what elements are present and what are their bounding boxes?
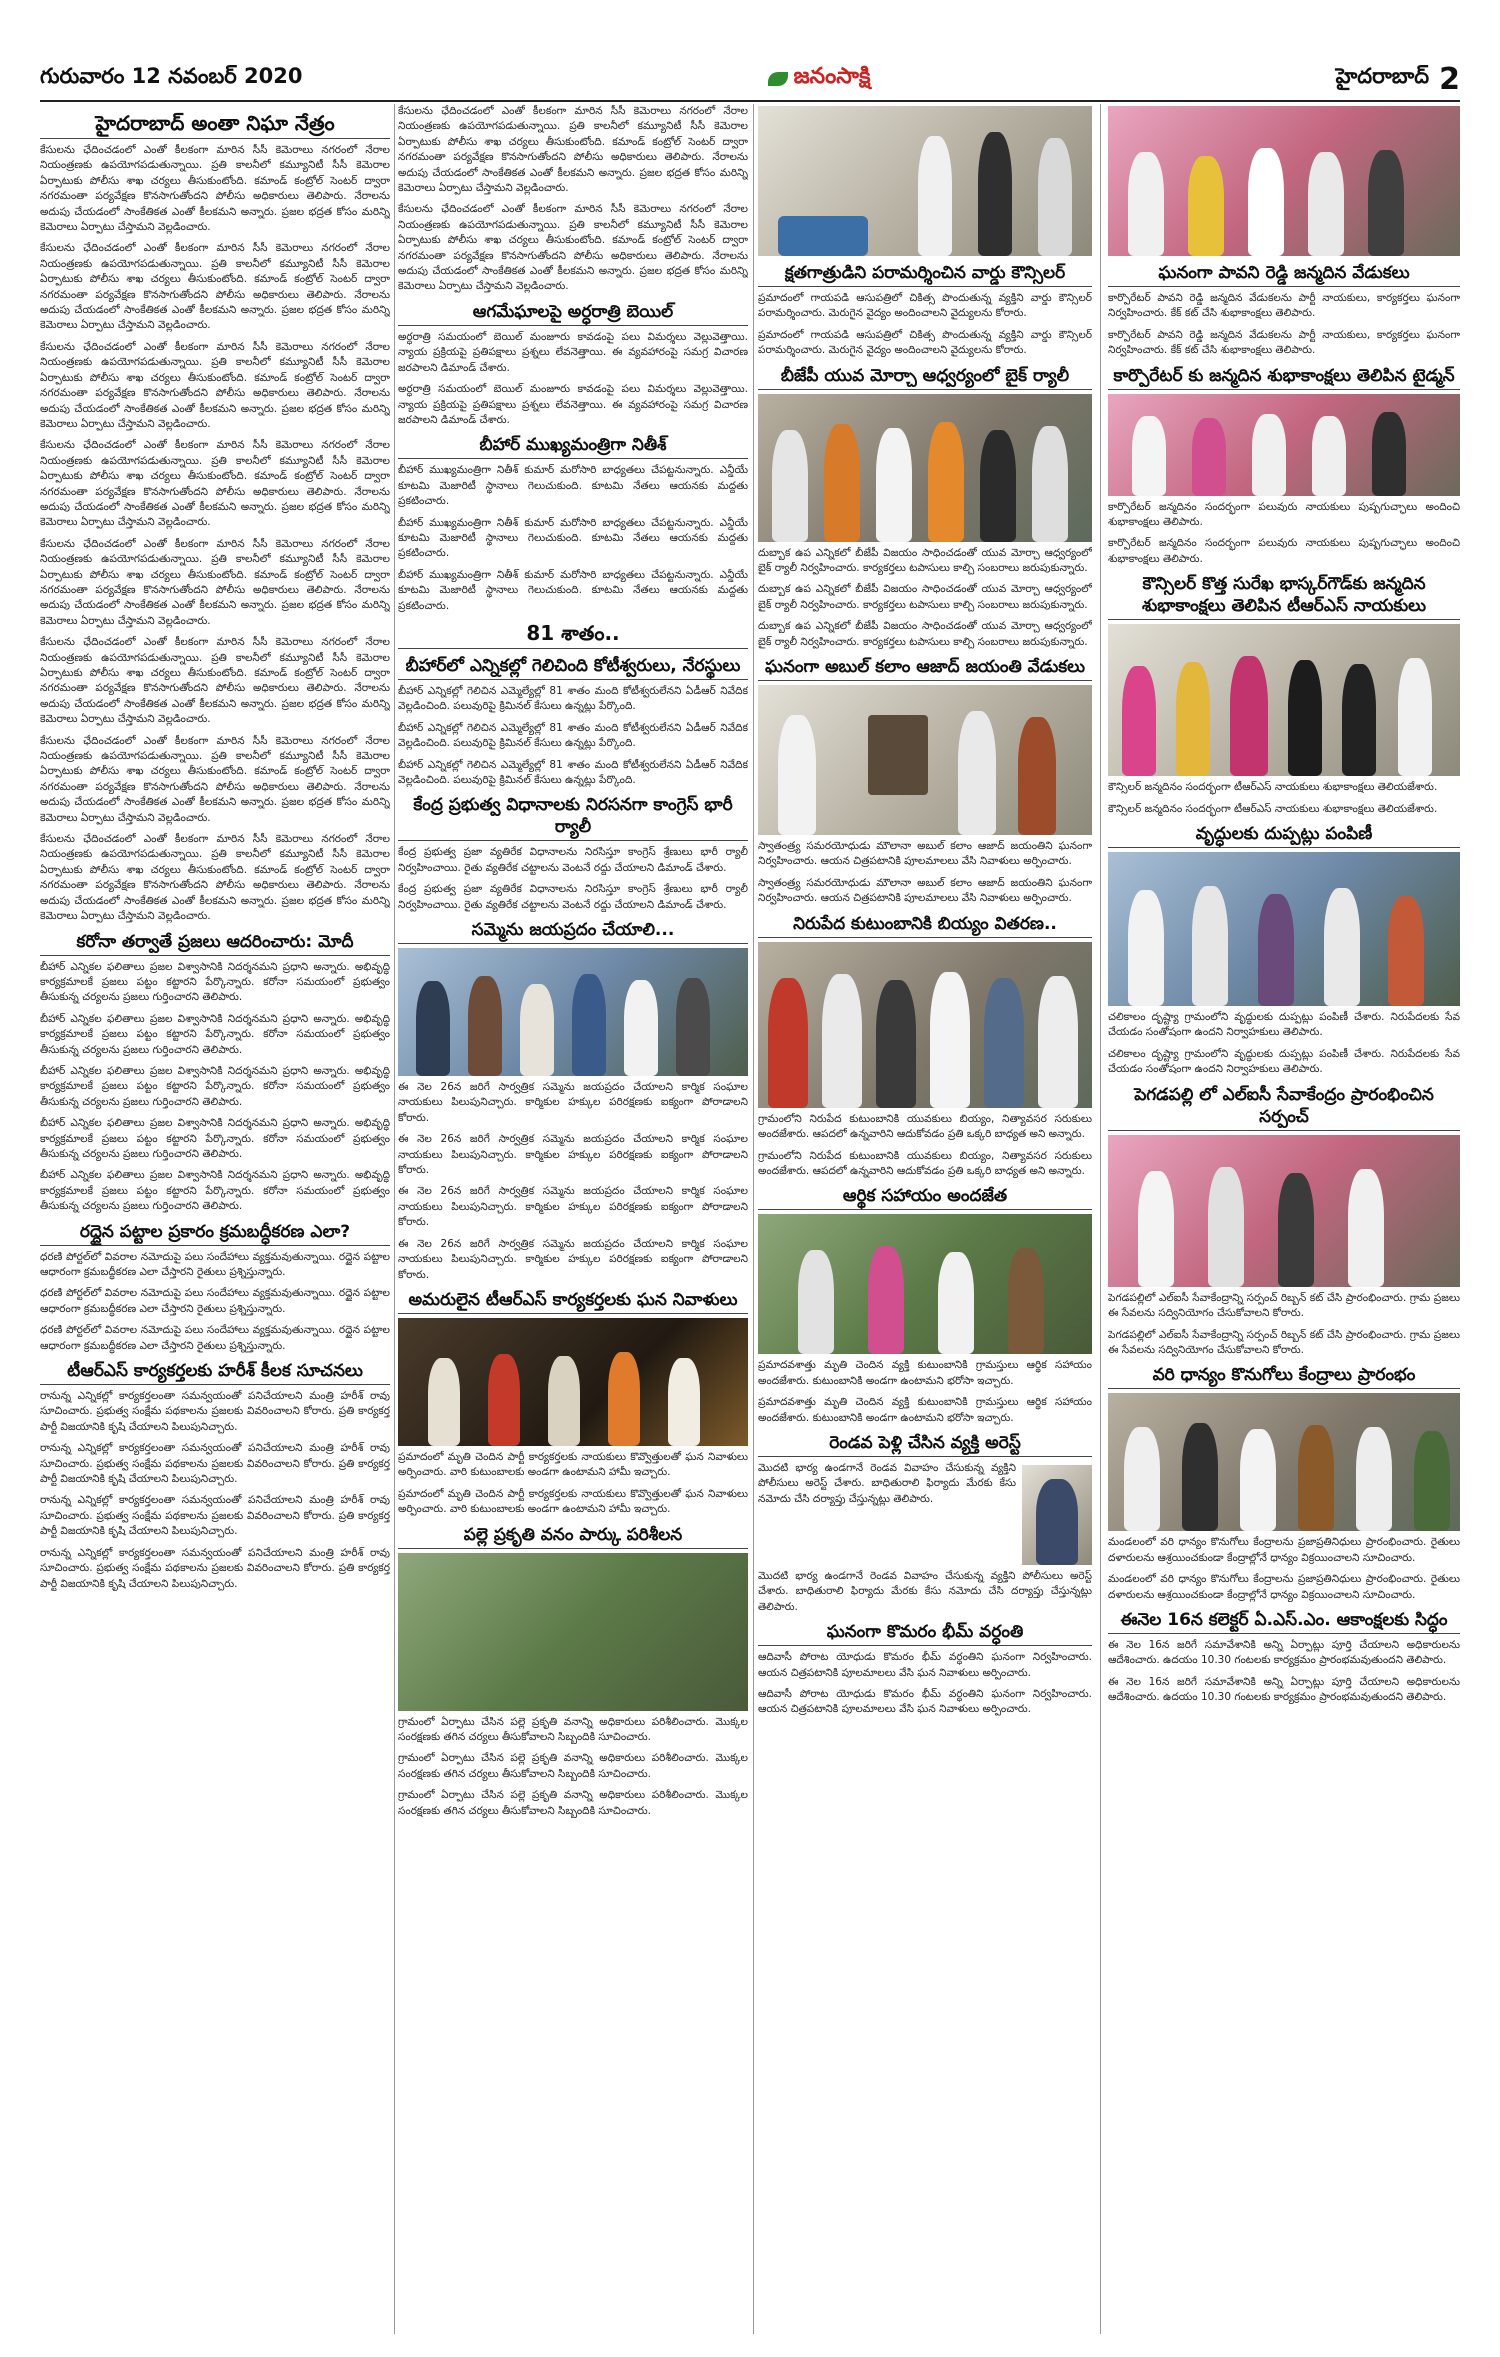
article-body: ప్రమాదంలో గాయపడి ఆసుపత్రిలో చికిత్స పొందుతున్న వ్యక్తిని వార్డు కౌన్సిలర్ పరామర్శించారు. మెరుగైన వైద్యం అందించాలని వైద్యులను కోరారు.	[758, 292, 1092, 320]
photo-figure	[608, 1352, 640, 1446]
article-headline: నిరుపేద కుటుంబానికి బియ్యం వితరణ..	[758, 913, 1092, 938]
paper-name: జనంసాక్షి	[793, 64, 871, 89]
photo-figure	[1032, 426, 1068, 542]
photo-figure	[772, 430, 808, 542]
article-headline: సమ్మెను జయప్రదం చేయాలి...	[398, 919, 748, 944]
article-body: కేసులను ఛేదించడంలో ఎంతో కీలకంగా మారిన సీసీ కెమెరాలు నగరంలో నేరాల నియంత్రణకు ఉపయోగపడుతున్నాయి. ప్రతి కాలనీలో కమ్యూనిటీ సీసీ కెమెరాల ఏర్పాటుకు పోలీసు శాఖ చర్యలు తీసుకుంటోంది. కమాండ్ కంట్రోల్ సెంటర్ ద్వారా నగరమంతా పర్యవేక్షణ కొనసాగుతోందని పోలీసు అధికారులు తెలిపారు. నేరాలను అదుపు చేయడంలో సాంకేతికత ఎంతో కీలకమని అన్నారు. ప్రజల భద్రత కోసం మరిన్ని కెమెరాలు ఏర్పాటు చేస్తామని వెల్లడించారు.	[40, 833, 390, 923]
news-photo	[1108, 624, 1460, 776]
article-headline: బీజేపీ యువ మోర్చా ఆధ్వర్యంలో బైక్ ర్యాలీ	[758, 365, 1092, 390]
news-photo	[758, 106, 1092, 256]
article-headline: ఘనంగా అబుల్ కలాం ఆజాద్ జయంతి వేడుకలు	[758, 656, 1092, 681]
photo-figure	[868, 715, 928, 795]
photo-figure	[1258, 894, 1294, 1006]
article-body: కేసులను ఛేదించడంలో ఎంతో కీలకంగా మారిన సీసీ కెమెరాలు నగరంలో నేరాల నియంత్రణకు ఉపయోగపడుతున్నాయి. ప్రతి కాలనీలో కమ్యూనిటీ సీసీ కెమెరాల ఏర్పాటుకు పోలీసు శాఖ చర్యలు తీసుకుంటోంది. కమాండ్ కంట్రోల్ సెంటర్ ద్వారా నగరమంతా పర్యవేక్షణ కొనసాగుతోందని పోలీసు అధికారులు తెలిపారు. నేరాలను అదుపు చేయడంలో సాంకేతికత ఎంతో కీలకమని అన్నారు. ప్రజల భద్రత కోసం మరిన్ని కెమెరాలు ఏర్పాటు చేస్తామని వెల్లడించారు.	[40, 242, 390, 332]
article-headline: 81 శాతం..	[398, 620, 748, 649]
news-photo	[758, 685, 1092, 835]
edition-city: హైదరాబాద్	[1335, 64, 1430, 88]
article-headline: బీహార్ ముఖ్యమంత్రిగా నితీశ్	[398, 434, 748, 459]
article-body: మండలంలో వరి ధాన్యం కొనుగోలు కేంద్రాలను ప్రజాప్రతినిధులు ప్రారంభించారు. రైతులు దళారులను ఆశ్రయించకుండా కేంద్రాల్లోనే ధాన్యం విక్రయించాలని సూచించారు.	[1108, 1573, 1460, 1601]
article-body: కేసులను ఛేదించడంలో ఎంతో కీలకంగా మారిన సీసీ కెమెరాలు నగరంలో నేరాల నియంత్రణకు ఉపయోగపడుతున్నాయి. ప్రతి కాలనీలో కమ్యూనిటీ సీసీ కెమెరాల ఏర్పాటుకు పోలీసు శాఖ చర్యలు తీసుకుంటోంది. కమాండ్ కంట్రోల్ సెంటర్ ద్వారా నగరమంతా పర్యవేక్షణ కొనసాగుతోందని పోలీసు అధికారులు తెలిపారు. నేరాలను అదుపు చేయడంలో సాంకేతికత ఎంతో కీలకమని అన్నారు. ప్రజల భద్రత కోసం మరిన్ని కెమెరాలు ఏర్పాటు చేస్తామని వెల్లడించారు.	[40, 636, 390, 726]
article-body: కార్పొరేటర్ జన్మదినం సందర్భంగా పలువురు నాయకులు పుష్పగుచ్ఛాలు అందించి శుభాకాంక్షలు తెలిపారు.	[1108, 537, 1460, 565]
photo-figure	[876, 428, 912, 542]
article-headline: ఆర్థిక సహాయం అందజేత	[758, 1185, 1092, 1210]
photo-figure	[778, 715, 816, 835]
photo-figure	[488, 1354, 520, 1446]
photo-figure	[1342, 664, 1376, 776]
photo-figure	[824, 424, 860, 542]
photo-figure	[1298, 1425, 1334, 1531]
article-body: ప్రమాదవశాత్తు మృతి చెందిన వ్యక్తి కుటుంబానికి గ్రామస్తులు ఆర్థిక సహాయం అందజేశారు. కుటుంబానికి అండగా ఉంటామని భరోసా ఇచ్చారు.	[758, 1396, 1092, 1424]
photo-figure	[958, 711, 996, 835]
news-photo	[398, 1318, 748, 1446]
photo-figure	[1038, 138, 1072, 256]
photo-figure	[868, 1246, 904, 1354]
photo-figure	[928, 422, 964, 542]
column-1	[40, 104, 390, 2334]
article-body: ప్రమాదంలో మృతి చెందిన పార్టీ కార్యకర్తలకు నాయకులు కొవ్వొత్తులతో ఘన నివాళులు అర్పించారు. వారి కుటుంబాలకు అండగా ఉంటామని హామీ ఇచ్చారు.	[398, 1450, 748, 1479]
photo-figure	[1252, 414, 1286, 496]
news-photo	[1108, 1135, 1460, 1287]
article-body: కార్పొరేటర్ పావని రెడ్డి జన్మదిన వేడుకలను పార్టీ నాయకులు, కార్యకర్తలు ఘనంగా నిర్వహించారు. కేక్ కట్ చేసి శుభాకాంక్షలు తెలిపారు.	[1108, 292, 1460, 320]
photo-figure	[1132, 416, 1166, 496]
photo-figure	[1124, 1427, 1160, 1531]
article-headline: పల్లె ప్రకృతి వనం పార్కు పరిశీలన	[398, 1524, 748, 1549]
article-body: గ్రామంలో ఏర్పాటు చేసిన పల్లె ప్రకృతి వనాన్ని అధికారులు పరిశీలించారు. మొక్కల సంరక్షణకు తగిన చర్యలు తీసుకోవాలని సిబ్బందికి సూచించారు.	[398, 1715, 748, 1743]
article-body: బీహార్ ఎన్నికల ఫలితాలు ప్రజల విశ్వాసానికి నిదర్శనమని ప్రధాని అన్నారు. అభివృద్ధి కార్యక్రమాలకే ప్రజలు పట్టం కట్టారని పేర్కొన్నారు. కరోనా సమయంలో ప్రభుత్వం తీసుకున్న చర్యలను ప్రజలు గుర్తించారని తెలిపారు.	[40, 1117, 390, 1160]
news-photo	[1108, 1393, 1460, 1531]
article-body: కేసులను ఛేదించడంలో ఎంతో కీలకంగా మారిన సీసీ కెమెరాలు నగరంలో నేరాల నియంత్రణకు ఉపయోగపడుతున్నాయి. ప్రతి కాలనీలో కమ్యూనిటీ సీసీ కెమెరాల ఏర్పాటుకు పోలీసు శాఖ చర్యలు తీసుకుంటోంది. కమాండ్ కంట్రోల్ సెంటర్ ద్వారా నగరమంతా పర్యవేక్షణ కొనసాగుతోందని పోలీసు అధికారులు తెలిపారు. నేరాలను అదుపు చేయడంలో సాంకేతికత ఎంతో కీలకమని అన్నారు. ప్రజల భద్రత కోసం మరిన్ని కెమెరాలు ఏర్పాటు చేస్తామని వెల్లడించారు.	[40, 340, 390, 430]
article-body: అర్ధరాత్రి సమయంలో బెయిల్ మంజూరు కావడంపై పలు విమర్శలు వెల్లువెత్తాయి. న్యాయ ప్రక్రియపై ప్రతిపక్షాలు ప్రశ్నలు లేవనెత్తాయి. ఈ వ్యవహారంపై సమగ్ర విచారణ జరపాలని డిమాండ్ చేశారు.	[398, 330, 748, 374]
article-headline: కేంద్ర ప్రభుత్వ విధానాలకు నిరసనగా కాంగ్రెస్ భారీ ర్యాలీ	[398, 794, 748, 841]
article-headline: కరోనా తర్వాతే ప్రజలు ఆదరించారు: మోదీ	[40, 931, 390, 956]
photo-figure	[1348, 1169, 1384, 1287]
photo-figure	[1008, 1248, 1044, 1354]
article-headline: కార్పొరేటర్ కు జన్మదిన శుభాకాంక్షలు తెలిపిన టైడ్మన్	[1108, 365, 1460, 390]
article-body: గ్రామంలోని నిరుపేద కుటుంబానికి యువకులు బియ్యం, నిత్యావసర సరుకులు అందజేశారు. ఆపదలో ఉన్నవారిని ఆదుకోవడం ప్రతి ఒక్కరి బాధ్యత అని అన్నారు.	[758, 1112, 1092, 1141]
news-photo	[1108, 852, 1460, 1006]
article-body: రానున్న ఎన్నికల్లో కార్యకర్తలంతా సమన్వయంతో పనిచేయాలని మంత్రి హరీశ్ రావు సూచించారు. ప్రభుత్వ సంక్షేమ పథకాలను ప్రజలకు వివరించాలని కోరారు. ప్రతి కార్యకర్త పార్టీ విజయానికి కృషి చేయాలని పిలుపునిచ్చారు.	[40, 1390, 390, 1433]
photo-figure	[1398, 658, 1432, 776]
article-body: పెగడపల్లిలో ఎల్ఐసీ సేవాకేంద్రాన్ని సర్పంచ్ రిబ్బన్ కట్ చేసి ప్రారంభించారు. గ్రామ ప్రజలు ఈ సేవలను సద్వినియోగం చేసుకోవాలని కోరారు.	[1108, 1328, 1460, 1356]
article-body: ఈ నెల 26న జరిగే సార్వత్రిక సమ్మెను జయప్రదం చేయాలని కార్మిక సంఘాల నాయకులు పిలుపునిచ్చారు. కార్మికుల హక్కుల పరిరక్షణకు ఐక్యంగా పోరాడాలని కోరారు.	[398, 1237, 748, 1281]
article-headline: ఘనంగా పావని రెడ్డి జన్మదిన వేడుకలు	[1108, 262, 1460, 287]
article-body: చలికాలం దృష్ట్యా గ్రామంలోని వృద్ధులకు దుప్పట్లు పంపిణీ చేశారు. నిరుపేదలకు సేవ చేయడం సంతోషంగా ఉందని నిర్వాహకులు తెలిపారు.	[1108, 1047, 1460, 1076]
article-body: బీహార్ ఎన్నికల్లో గెలిచిన ఎమ్మెల్యేల్లో 81 శాతం మంది కోటీశ్వరులేనని ఏడీఆర్ నివేదిక వెల్లడించింది. పలువురిపై క్రిమినల్ కేసులు ఉన్నట్లు పేర్కొంది.	[398, 721, 748, 750]
photo-figure	[1230, 656, 1268, 776]
article-body: బీహార్ ఎన్నికల ఫలితాలు ప్రజల విశ్వాసానికి నిదర్శనమని ప్రధాని అన్నారు. అభివృద్ధి కార్యక్రమాలకే ప్రజలు పట్టం కట్టారని పేర్కొన్నారు. కరోనా సమయంలో ప్రభుత్వం తీసుకున్న చర్యలను ప్రజలు గుర్తించారని తెలిపారు.	[40, 1064, 390, 1108]
photo-figure	[876, 980, 916, 1108]
photo-figure	[1288, 660, 1322, 776]
article-body: ఈ నెల 26న జరిగే సార్వత్రిక సమ్మెను జయప్రదం చేయాలని కార్మిక సంఘాల నాయకులు పిలుపునిచ్చారు. కార్మికుల హక్కుల పరిరక్షణకు ఐక్యంగా పోరాడాలని కోరారు.	[398, 1185, 748, 1229]
photo-figure	[1128, 152, 1164, 256]
article-body: ప్రమాదంలో మృతి చెందిన పార్టీ కార్యకర్తలకు నాయకులు కొవ్వొత్తులతో ఘన నివాళులు అర్పించారు. వారి కుటుంబాలకు అండగా ఉంటామని హామీ ఇచ్చారు.	[398, 1487, 748, 1516]
photo-figure	[1208, 1167, 1244, 1287]
article-headline: పెగడపల్లి లో ఎల్ఐసీ సేవాకేంద్రం ప్రారంభించిన సర్పంచ్	[1108, 1084, 1460, 1131]
photo-figure	[1356, 1427, 1392, 1531]
photo-figure	[1192, 418, 1226, 496]
photo-figure	[668, 1358, 700, 1446]
photo-figure	[1018, 717, 1056, 835]
article-body: ధరణి పోర్టల్‌లో వివరాల నమోదుపై పలు సందేహాలు వ్యక్తమవుతున్నాయి. రద్దైన పట్టాల ఆధారంగా క్రమబద్ధీకరణ ఎలా చేస్తారని రైతులు ప్రశ్నిస్తున్నారు.	[40, 1324, 390, 1352]
article-headline: వరి ధాన్యం కొనుగోలు కేంద్రాలు ప్రారంభం	[1108, 1364, 1460, 1389]
photo-figure	[1138, 1171, 1174, 1287]
article-body: దుబ్బాక ఉప ఎన్నికలో బీజేపీ విజయం సాధించడంతో యువ మోర్చా ఆధ్వర్యంలో బైక్ ర్యాలీ నిర్వహించారు. కార్యకర్తలు టపాసులు కాల్చి సంబరాలు జరుపుకున్నారు.	[758, 546, 1092, 575]
article-body: బీహార్ ఎన్నికల ఫలితాలు ప్రజల విశ్వాసానికి నిదర్శనమని ప్రధాని అన్నారు. అభివృద్ధి కార్యక్రమాలకే ప్రజలు పట్టం కట్టారని పేర్కొన్నారు. కరోనా సమయంలో ప్రభుత్వం తీసుకున్న చర్యలను ప్రజలు గుర్తించారని తెలిపారు.	[40, 1012, 390, 1056]
article-body: కేంద్ర ప్రభుత్వ ప్రజా వ్యతిరేక విధానాలను నిరసిస్తూ కాంగ్రెస్ శ్రేణులు భారీ ర్యాలీ నిర్వహించాయి. రైతు వ్యతిరేక చట్టాలను వెంటనే రద్దు చేయాలని డిమాండ్ చేశారు.	[398, 883, 748, 911]
column-divider	[1100, 104, 1101, 2334]
article-body: స్వాతంత్ర్య సమరయోధుడు మౌలానా అబుల్ కలాం ఆజాద్ జయంతిని ఘనంగా నిర్వహించారు. ఆయన చిత్రపటానికి పూలమాలలు వేసి నివాళులు అర్పించారు.	[758, 840, 1092, 868]
article-body: ఆదివాసీ పోరాట యోధుడు కొమరం భీమ్ వర్ధంతిని ఘనంగా నిర్వహించారు. ఆయన చిత్రపటానికి పూలమాలలు వేసి ఘన నివాళులు అర్పించారు.	[758, 1687, 1092, 1716]
news-photo	[758, 942, 1092, 1108]
photo-figure	[1128, 890, 1164, 1006]
issue-date: గురువారం 12 నవంబర్ 2020	[40, 64, 303, 88]
article-body: బీహార్ ఎన్నికల ఫలితాలు ప్రజల విశ్వాసానికి నిదర్శనమని ప్రధాని అన్నారు. అభివృద్ధి కార్యక్రమాలకే ప్రజలు పట్టం కట్టారని పేర్కొన్నారు. కరోనా సమయంలో ప్రభుత్వం తీసుకున్న చర్యలను ప్రజలు గుర్తించారని తెలిపారు.	[40, 960, 390, 1004]
article-body: దుబ్బాక ఉప ఎన్నికలో బీజేపీ విజయం సాధించడంతో యువ మోర్చా ఆధ్వర్యంలో బైక్ ర్యాలీ నిర్వహించారు. కార్యకర్తలు టపాసులు కాల్చి సంబరాలు జరుపుకున్నారు.	[758, 620, 1092, 648]
article-body: ఆదివాసీ పోరాట యోధుడు కొమరం భీమ్ వర్ధంతిని ఘనంగా నిర్వహించారు. ఆయన చిత్రపటానికి పూలమాలలు వేసి ఘన నివాళులు అర్పించారు.	[758, 1651, 1092, 1679]
article-headline: ఆగమేఘాలపై అర్ధరాత్రి బెయిల్	[398, 301, 748, 326]
article-body: ఈ నెల 16న జరిగే సమావేశానికి అన్ని ఏర్పాట్లు పూర్తి చేయాలని అధికారులను ఆదేశించారు. ఉదయం 10.30 గంటలకు కార్యక్రమం ప్రారంభమవుతుందని తెలిపారు.	[1108, 1675, 1460, 1704]
news-photo	[758, 1214, 1092, 1354]
article-body: మొదటి భార్య ఉండగానే రెండవ వివాహం చేసుకున్న వ్యక్తిని పోలీసులు అరెస్ట్ చేశారు. బాధితురాలి ఫిర్యాదు మేరకు కేసు నమోదు చేసి దర్యాప్తు చేస్తున్నట్లు తెలిపారు.	[758, 1461, 1016, 1505]
photo-figure	[822, 974, 862, 1108]
article-headline: రద్దైన పట్టాల ప్రకారం క్రమబద్ధీకరణ ఎలా?	[40, 1221, 390, 1246]
article-headline: క్షతగాత్రుడిని పరామర్శించిన వార్డు కౌన్సిలర్	[758, 262, 1092, 287]
article-body: కేసులను ఛేదించడంలో ఎంతో కీలకంగా మారిన సీసీ కెమెరాలు నగరంలో నేరాల నియంత్రణకు ఉపయోగపడుతున్నాయి. ప్రతి కాలనీలో కమ్యూనిటీ సీసీ కెమెరాల ఏర్పాటుకు పోలీసు శాఖ చర్యలు తీసుకుంటోంది. కమాండ్ కంట్రోల్ సెంటర్ ద్వారా నగరమంతా పర్యవేక్షణ కొనసాగుతోందని పోలీసు అధికారులు తెలిపారు. నేరాలను అదుపు చేయడంలో సాంకేతికత ఎంతో కీలకమని అన్నారు. ప్రజల భద్రత కోసం మరిన్ని కెమెరాలు ఏర్పాటు చేస్తామని వెల్లడించారు.	[40, 537, 390, 627]
article-body: స్వాతంత్ర్య సమరయోధుడు మౌలానా అబుల్ కలాం ఆజాద్ జయంతిని ఘనంగా నిర్వహించారు. ఆయన చిత్రపటానికి పూలమాలలు వేసి నివాళులు అర్పించారు.	[758, 876, 1092, 905]
photo-figure	[1372, 412, 1406, 496]
leaf-icon	[768, 72, 788, 86]
column-3	[758, 104, 1092, 2334]
photo-figure	[918, 136, 952, 256]
photo-figure	[468, 976, 502, 1076]
photo-figure	[798, 1250, 834, 1354]
article-headline: రెండవ పెళ్లి చేసిన వ్యక్తి అరెస్ట్	[758, 1432, 1092, 1457]
article-headline: హైదరాబాద్ అంతా నిఘా నేత్రం	[40, 110, 390, 139]
photo-figure	[1038, 976, 1078, 1108]
page-number: 2	[1439, 61, 1460, 97]
article-body: ఈ నెల 16న జరిగే సమావేశానికి అన్ని ఏర్పాట్లు పూర్తి చేయాలని అధికారులను ఆదేశించారు. ఉదయం 10.30 గంటలకు కార్యక్రమం ప్రారంభమవుతుందని తెలిపారు.	[1108, 1638, 1460, 1667]
photo-figure	[938, 1252, 974, 1354]
photo-figure	[1122, 666, 1156, 776]
masthead-right	[1336, 62, 1460, 97]
column-2	[398, 104, 748, 2334]
article-body: బీహార్ ముఖ్యమంత్రిగా నితీశ్ కుమార్ మరోసారి బాధ్యతలు చేపట్టనున్నారు. ఎన్డీయే కూటమి మెజారిటీ స్థానాలు గెలుచుకుంది. కూటమి నేతలు ఆయనకు మద్దతు ప్రకటించారు.	[398, 464, 748, 508]
article-body: ప్రమాదంలో గాయపడి ఆసుపత్రిలో చికిత్స పొందుతున్న వ్యక్తిని వార్డు కౌన్సిలర్ పరామర్శించారు. మెరుగైన వైద్యం అందించాలని వైద్యులను కోరారు.	[758, 328, 1092, 357]
photo-figure	[930, 972, 970, 1108]
photo-figure	[1278, 1173, 1314, 1287]
article-body: కేసులను ఛేదించడంలో ఎంతో కీలకంగా మారిన సీసీ కెమెరాలు నగరంలో నేరాల నియంత్రణకు ఉపయోగపడుతున్నాయి. ప్రతి కాలనీలో కమ్యూనిటీ సీసీ కెమెరాల ఏర్పాటుకు పోలీసు శాఖ చర్యలు తీసుకుంటోంది. కమాండ్ కంట్రోల్ సెంటర్ ద్వారా నగరమంతా పర్యవేక్షణ కొనసాగుతోందని పోలీసు అధికారులు తెలిపారు. నేరాలను అదుపు చేయడంలో సాంకేతికత ఎంతో కీలకమని అన్నారు. ప్రజల భద్రత కోసం మరిన్ని కెమెరాలు ఏర్పాటు చేస్తామని వెల్లడించారు.	[398, 203, 748, 293]
photo-figure	[1368, 150, 1404, 256]
article-body: బీహార్ ఎన్నికల్లో గెలిచిన ఎమ్మెల్యేల్లో 81 శాతం మంది కోటీశ్వరులేనని ఏడీఆర్ నివేదిక వెల్లడించింది. పలువురిపై క్రిమినల్ కేసులు ఉన్నట్లు పేర్కొంది.	[398, 684, 748, 713]
column-4	[1108, 104, 1460, 2334]
photo-figure	[1240, 1429, 1276, 1531]
article-headline: కౌన్సిలర్ కొత్త సురేఖ భాస్కర్‌గౌడ్‌కు జన్మదిన శుభాకాంక్షలు తెలిపిన టీఆర్ఎస్ నాయకులు	[1108, 573, 1460, 620]
article-body: కౌన్సిలర్ జన్మదినం సందర్భంగా టీఆర్ఎస్ నాయకులు శుభాకాంక్షలు తెలియజేశారు.	[1108, 802, 1438, 815]
photo-figure	[416, 981, 450, 1076]
photo-figure	[428, 1358, 460, 1446]
article-body: రానున్న ఎన్నికల్లో కార్యకర్తలంతా సమన్వయంతో పనిచేయాలని మంత్రి హరీశ్ రావు సూచించారు. ప్రభుత్వ సంక్షేమ పథకాలను ప్రజలకు వివరించాలని కోరారు. ప్రతి కార్యకర్త పార్టీ విజయానికి కృషి చేయాలని పిలుపునిచ్చారు.	[40, 1546, 390, 1590]
article-headline: ఘనంగా కొమరం భీమ్ వర్ధంతి	[758, 1621, 1092, 1646]
photo-figure	[676, 978, 710, 1076]
news-photo	[398, 948, 748, 1076]
accused-photo	[1022, 1465, 1092, 1565]
photo-figure	[1036, 1479, 1078, 1565]
article-body: బీహార్ ఎన్నికల ఫలితాలు ప్రజల విశ్వాసానికి నిదర్శనమని ప్రధాని అన్నారు. అభివృద్ధి కార్యక్రమాలకే ప్రజలు పట్టం కట్టారని పేర్కొన్నారు. కరోనా సమయంలో ప్రభుత్వం తీసుకున్న చర్యలను ప్రజలు గుర్తించారని తెలిపారు.	[40, 1169, 390, 1213]
article-subheadline: బీహార్‌లో ఎన్నికల్లో గెలిచింది కోటీశ్వరులు, నేరస్థులు	[398, 655, 748, 680]
photo-figure	[768, 978, 808, 1108]
article-headline: అమరులైన టీఆర్ఎస్ కార్యకర్తలకు ఘన నివాళులు	[398, 1289, 748, 1314]
article-headline: ఈనెల 16న కలెక్టర్ ఏ.ఎస్.ఎం. ఆకాంక్షలకు సిద్ధం	[1108, 1609, 1460, 1634]
article-body: ధరణి పోర్టల్‌లో వివరాల నమోదుపై పలు సందేహాలు వ్యక్తమవుతున్నాయి. రద్దైన పట్టాల ఆధారంగా క్రమబద్ధీకరణ ఎలా చేస్తారని రైతులు ప్రశ్నిస్తున్నారు.	[40, 1250, 390, 1278]
photo-figure	[1414, 1431, 1450, 1531]
article-body: గ్రామంలో ఏర్పాటు చేసిన పల్లె ప్రకృతి వనాన్ని అధికారులు పరిశీలించారు. మొక్కల సంరక్షణకు తగిన చర్యలు తీసుకోవాలని సిబ్బందికి సూచించారు.	[398, 1752, 748, 1780]
article-body: కేసులను ఛేదించడంలో ఎంతో కీలకంగా మారిన సీసీ కెమెరాలు నగరంలో నేరాల నియంత్రణకు ఉపయోగపడుతున్నాయి. ప్రతి కాలనీలో కమ్యూనిటీ సీసీ కెమెరాల ఏర్పాటుకు పోలీసు శాఖ చర్యలు తీసుకుంటోంది. కమాండ్ కంట్రోల్ సెంటర్ ద్వారా నగరమంతా పర్యవేక్షణ కొనసాగుతోందని పోలీసు అధికారులు తెలిపారు. నేరాలను అదుపు చేయడంలో సాంకేతికత ఎంతో కీలకమని అన్నారు. ప్రజల భద్రత కోసం మరిన్ని కెమెరాలు ఏర్పాటు చేస్తామని వెల్లడించారు.	[398, 105, 748, 195]
photo-figure	[1308, 152, 1344, 256]
article-body: దుబ్బాక ఉప ఎన్నికలో బీజేపీ విజయం సాధించడంతో యువ మోర్చా ఆధ్వర్యంలో బైక్ ర్యాలీ నిర్వహించారు. కార్యకర్తలు టపాసులు కాల్చి సంబరాలు జరుపుకున్నారు.	[758, 583, 1092, 611]
masthead	[40, 58, 1460, 102]
news-photo	[1108, 106, 1460, 256]
article-body: ఈ నెల 26న జరిగే సార్వత్రిక సమ్మెను జయప్రదం చేయాలని కార్మిక సంఘాల నాయకులు పిలుపునిచ్చారు. కార్మికుల హక్కుల పరిరక్షణకు ఐక్యంగా పోరాడాలని కోరారు.	[398, 1081, 748, 1124]
article-body: ధరణి పోర్టల్‌లో వివరాల నమోదుపై పలు సందేహాలు వ్యక్తమవుతున్నాయి. రద్దైన పట్టాల ఆధారంగా క్రమబద్ధీకరణ ఎలా చేస్తారని రైతులు ప్రశ్నిస్తున్నారు.	[40, 1287, 390, 1315]
article-with-photo	[758, 1461, 1092, 1569]
article-body: కౌన్సిలర్ జన్మదినం సందర్భంగా టీఆర్ఎస్ నాయకులు శుభాకాంక్షలు తెలియజేశారు.	[1108, 781, 1438, 794]
article-body: మొదటి భార్య ఉండగానే రెండవ వివాహం చేసుకున్న వ్యక్తిని పోలీసులు అరెస్ట్ చేశారు. బాధితురాలి ఫిర్యాదు మేరకు కేసు నమోదు చేసి దర్యాప్తు చేస్తున్నట్లు తెలిపారు.	[758, 1569, 1092, 1613]
article-body: రానున్న ఎన్నికల్లో కార్యకర్తలంతా సమన్వయంతో పనిచేయాలని మంత్రి హరీశ్ రావు సూచించారు. ప్రభుత్వ సంక్షేమ పథకాలను ప్రజలకు వివరించాలని కోరారు. ప్రతి కార్యకర్త పార్టీ విజయానికి కృషి చేయాలని పిలుపునిచ్చారు.	[40, 1494, 390, 1538]
column-divider	[753, 104, 754, 2334]
photo-figure	[778, 216, 868, 256]
article-body: అర్ధరాత్రి సమయంలో బెయిల్ మంజూరు కావడంపై పలు విమర్శలు వెల్లువెత్తాయి. న్యాయ ప్రక్రియపై ప్రతిపక్షాలు ప్రశ్నలు లేవనెత్తాయి. ఈ వ్యవహారంపై సమగ్ర విచారణ జరపాలని డిమాండ్ చేశారు.	[398, 383, 748, 426]
article-body: కార్పొరేటర్ పావని రెడ్డి జన్మదిన వేడుకలను పార్టీ నాయకులు, కార్యకర్తలు ఘనంగా నిర్వహించారు. కేక్ కట్ చేసి శుభాకాంక్షలు తెలిపారు.	[1108, 328, 1460, 357]
article-body: ఈ నెల 26న జరిగే సార్వత్రిక సమ్మెను జయప్రదం చేయాలని కార్మిక సంఘాల నాయకులు పిలుపునిచ్చారు. కార్మికుల హక్కుల పరిరక్షణకు ఐక్యంగా పోరాడాలని కోరారు.	[398, 1133, 748, 1177]
article-body: మండలంలో వరి ధాన్యం కొనుగోలు కేంద్రాలను ప్రజాప్రతినిధులు ప్రారంభించారు. రైతులు దళారులను ఆశ్రయించకుండా కేంద్రాల్లోనే ధాన్యం విక్రయించాలని సూచించారు.	[1108, 1536, 1460, 1564]
photo-figure	[1192, 886, 1228, 1006]
photo-figure	[984, 978, 1024, 1108]
photo-figure	[624, 980, 658, 1076]
column-divider	[394, 104, 395, 2334]
photo-figure	[1324, 888, 1360, 1006]
article-body: పెగడపల్లిలో ఎల్ఐసీ సేవాకేంద్రాన్ని సర్పంచ్ రిబ్బన్ కట్ చేసి ప్రారంభించారు. గ్రామ ప్రజలు ఈ సేవలను సద్వినియోగం చేసుకోవాలని కోరారు.	[1108, 1291, 1460, 1320]
photo-figure	[548, 1356, 580, 1446]
photo-figure	[980, 430, 1016, 542]
article-body: చలికాలం దృష్ట్యా గ్రామంలోని వృద్ధులకు దుప్పట్లు పంపిణీ చేశారు. నిరుపేదలకు సేవ చేయడం సంతోషంగా ఉందని నిర్వాహకులు తెలిపారు.	[1108, 1011, 1460, 1039]
photo-figure	[1388, 896, 1424, 1006]
photo-figure	[1182, 1423, 1218, 1531]
article-body: ప్రమాదవశాత్తు మృతి చెందిన వ్యక్తి కుటుంబానికి గ్రామస్తులు ఆర్థిక సహాయం అందజేశారు. కుటుంబానికి అండగా ఉంటామని భరోసా ఇచ్చారు.	[758, 1359, 1092, 1387]
article-body: కేంద్ర ప్రభుత్వ ప్రజా వ్యతిరేక విధానాలను నిరసిస్తూ కాంగ్రెస్ శ్రేణులు భారీ ర్యాలీ నిర్వహించాయి. రైతు వ్యతిరేక చట్టాలను వెంటనే రద్దు చేయాలని డిమాండ్ చేశారు.	[398, 846, 748, 874]
article-body: గ్రామంలోని నిరుపేద కుటుంబానికి యువకులు బియ్యం, నిత్యావసర సరుకులు అందజేశారు. ఆపదలో ఉన్నవారిని ఆదుకోవడం ప్రతి ఒక్కరి బాధ్యత అని అన్నారు.	[758, 1149, 1092, 1177]
article-body: కేసులను ఛేదించడంలో ఎంతో కీలకంగా మారిన సీసీ కెమెరాలు నగరంలో నేరాల నియంత్రణకు ఉపయోగపడుతున్నాయి. ప్రతి కాలనీలో కమ్యూనిటీ సీసీ కెమెరాల ఏర్పాటుకు పోలీసు శాఖ చర్యలు తీసుకుంటోంది. కమాండ్ కంట్రోల్ సెంటర్ ద్వారా నగరమంతా పర్యవేక్షణ కొనసాగుతోందని పోలీసు అధికారులు తెలిపారు. నేరాలను అదుపు చేయడంలో సాంకేతికత ఎంతో కీలకమని అన్నారు. ప్రజల భద్రత కోసం మరిన్ని కెమెరాలు ఏర్పాటు చేస్తామని వెల్లడించారు.	[40, 734, 390, 824]
photo-figure	[572, 974, 606, 1076]
article-headline: వృద్ధులకు దుప్పట్లు పంపిణీ	[1108, 823, 1460, 848]
article-body: రానున్న ఎన్నికల్లో కార్యకర్తలంతా సమన్వయంతో పనిచేయాలని మంత్రి హరీశ్ రావు సూచించారు. ప్రభుత్వ సంక్షేమ పథకాలను ప్రజలకు వివరించాలని కోరారు. ప్రతి కార్యకర్త పార్టీ విజయానికి కృషి చేయాలని పిలుపునిచ్చారు.	[40, 1442, 390, 1486]
news-photo	[398, 1553, 748, 1711]
photo-figure	[1312, 416, 1346, 496]
photo-figure	[1188, 156, 1224, 256]
photo-figure	[978, 132, 1012, 256]
news-photo	[1108, 394, 1460, 496]
photo-figure	[1248, 148, 1284, 256]
article-body: కార్పొరేటర్ జన్మదినం సందర్భంగా పలువురు నాయకులు పుష్పగుచ్ఛాలు అందించి శుభాకాంక్షలు తెలిపారు.	[1108, 500, 1460, 529]
photo-figure	[520, 984, 554, 1076]
article-headline: టీఆర్ఎస్ కార్యకర్తలకు హరీశ్ కీలక సూచనలు	[40, 1360, 390, 1385]
photo-figure	[1176, 662, 1210, 776]
article-body: బీహార్ ముఖ్యమంత్రిగా నితీశ్ కుమార్ మరోసారి బాధ్యతలు చేపట్టనున్నారు. ఎన్డీయే కూటమి మెజారిటీ స్థానాలు గెలుచుకుంది. కూటమి నేతలు ఆయనకు మద్దతు ప్రకటించారు.	[398, 516, 748, 560]
article-body: కేసులను ఛేదించడంలో ఎంతో కీలకంగా మారిన సీసీ కెమెరాలు నగరంలో నేరాల నియంత్రణకు ఉపయోగపడుతున్నాయి. ప్రతి కాలనీలో కమ్యూనిటీ సీసీ కెమెరాల ఏర్పాటుకు పోలీసు శాఖ చర్యలు తీసుకుంటోంది. కమాండ్ కంట్రోల్ సెంటర్ ద్వారా నగరమంతా పర్యవేక్షణ కొనసాగుతోందని పోలీసు అధికారులు తెలిపారు. నేరాలను అదుపు చేయడంలో సాంకేతికత ఎంతో కీలకమని అన్నారు. ప్రజల భద్రత కోసం మరిన్ని కెమెరాలు ఏర్పాటు చేస్తామని వెల్లడించారు.	[40, 439, 390, 529]
paper-logo	[768, 64, 871, 94]
article-body: కేసులను ఛేదించడంలో ఎంతో కీలకంగా మారిన సీసీ కెమెరాలు నగరంలో నేరాల నియంత్రణకు ఉపయోగపడుతున్నాయి. ప్రతి కాలనీలో కమ్యూనిటీ సీసీ కెమెరాల ఏర్పాటుకు పోలీసు శాఖ చర్యలు తీసుకుంటోంది. కమాండ్ కంట్రోల్ సెంటర్ ద్వారా నగరమంతా పర్యవేక్షణ కొనసాగుతోందని పోలీసు అధికారులు తెలిపారు. నేరాలను అదుపు చేయడంలో సాంకేతికత ఎంతో కీలకమని అన్నారు. ప్రజల భద్రత కోసం మరిన్ని కెమెరాలు ఏర్పాటు చేస్తామని వెల్లడించారు.	[40, 144, 390, 234]
article-body: బీహార్ ఎన్నికల్లో గెలిచిన ఎమ్మెల్యేల్లో 81 శాతం మంది కోటీశ్వరులేనని ఏడీఆర్ నివేదిక వెల్లడించింది. పలువురిపై క్రిమినల్ కేసులు ఉన్నట్లు పేర్కొంది.	[398, 758, 748, 786]
article-body: గ్రామంలో ఏర్పాటు చేసిన పల్లె ప్రకృతి వనాన్ని అధికారులు పరిశీలించారు. మొక్కల సంరక్షణకు తగిన చర్యలు తీసుకోవాలని సిబ్బందికి సూచించారు.	[398, 1789, 748, 1817]
article-body: బీహార్ ముఖ్యమంత్రిగా నితీశ్ కుమార్ మరోసారి బాధ్యతలు చేపట్టనున్నారు. ఎన్డీయే కూటమి మెజారిటీ స్థానాలు గెలుచుకుంది. కూటమి నేతలు ఆయనకు మద్దతు ప్రకటించారు.	[398, 568, 748, 612]
news-photo	[758, 394, 1092, 542]
